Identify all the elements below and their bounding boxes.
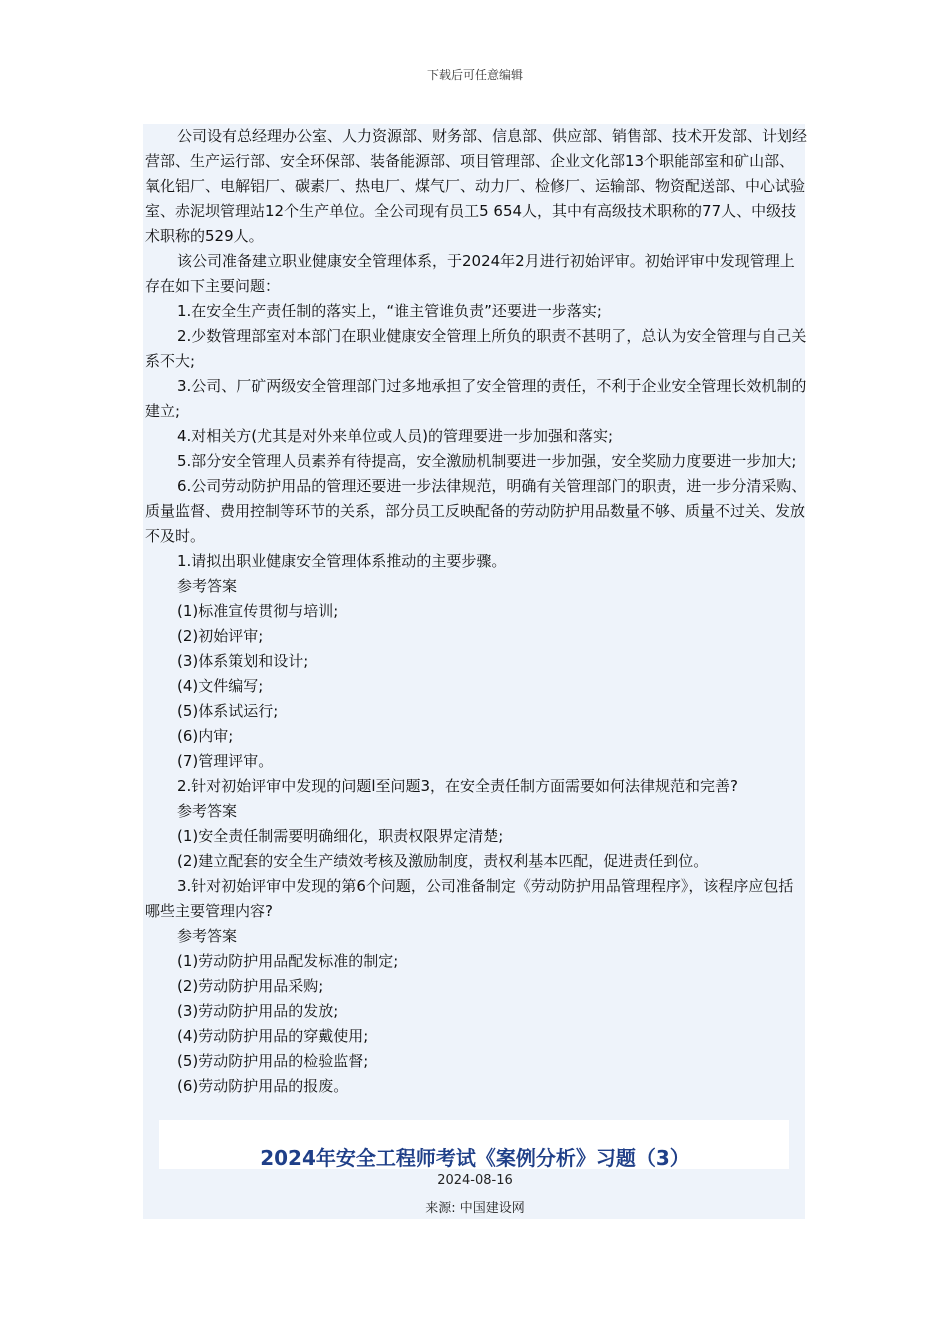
- answer-item: (2)初始评审;: [177, 627, 264, 645]
- answer-item: (1)标准宣传贯彻与培训;: [177, 602, 339, 620]
- paragraph: 4.对相关方(尤其是对外来单位或人员)的管理要进一步加强和落实;: [177, 427, 614, 445]
- paragraph: 1.在安全生产责任制的落实上，“谁主管谁负责”还要进一步落实;: [177, 302, 602, 320]
- answer-item: (6)劳动防护用品的报废。: [177, 1077, 349, 1095]
- answer-heading: 参考答案: [177, 927, 238, 945]
- article-title: 2024年安全工程师考试《案例分析》习题（3）: [260, 1146, 690, 1170]
- answer-item: (5)劳动防护用品的检验监督;: [177, 1052, 369, 1070]
- answer-item: (2)劳动防护用品采购;: [177, 977, 324, 995]
- paragraph: 公司设有总经理办公室、人力资源部、财务部、信息部、供应部、销售部、技术开发部、计划经营部、生产运行部、安全环保部、装备能源部、项目管理部、企业文化部13个职能部室和矿山部、氧化铝厂、电解铝厂、碳素厂、热电厂、煤气厂、动力厂、检修厂、运输部、物资配送部、中心试验室、赤泥坝管理站12个生产单位。全公司现有员工5 654人，其中有高级技术职称的77人、中级技术职称的529人。: [145, 127, 808, 245]
- answer-item: (1)安全责任制需要明确细化，职责权限界定清楚;: [177, 827, 504, 845]
- answer-item: (3)体系策划和设计;: [177, 652, 309, 670]
- paragraph: 5.部分安全管理人员素养有待提高，安全激励机制要进一步加强，安全奖励力度要进一步加大;: [177, 452, 797, 470]
- page-header-note: 下载后可任意编辑: [426, 68, 523, 82]
- answer-item: (7)管理评审。: [177, 752, 274, 770]
- answer-item: (3)劳动防护用品的发放;: [177, 1002, 339, 1020]
- answer-item: (2)建立配套的安全生产绩效考核及激励制度，责权利基本匹配，促进责任到位。: [177, 852, 709, 870]
- question: 3.针对初始评审中发现的第6个问题，公司准备制定《劳动防护用品管理程序》，该程序应包括哪些主要管理内容?: [145, 877, 794, 920]
- article-date: 2024-08-16: [437, 1173, 513, 1188]
- paragraph: 2.少数管理部室对本部门在职业健康安全管理上所负的职责不甚明了，总认为安全管理与自己关系不大;: [145, 327, 807, 370]
- article-body: [145, 124, 807, 1099]
- answer-item: (5)体系试运行;: [177, 702, 279, 720]
- answer-item: (6)内审;: [177, 727, 234, 745]
- paragraph: 6.公司劳动防护用品的管理还要进一步法律规范，明确有关管理部门的职责，进一步分清采购、质量监督、费用控制等环节的关系，部分员工反映配备的劳动防护用品数量不够、质量不过关、发放不及时。: [145, 477, 807, 545]
- answer-item: (1)劳动防护用品配发标准的制定;: [177, 952, 399, 970]
- question: 2.针对初始评审中发现的问题l至问题3，在安全责任制方面需要如何法律规范和完善?: [177, 777, 738, 795]
- answer-heading: 参考答案: [177, 802, 238, 820]
- answer-heading: 参考答案: [177, 577, 238, 595]
- answer-item: (4)文件编写;: [177, 677, 264, 695]
- article-source: 来源: 中国建设网: [425, 1201, 525, 1216]
- paragraph: 该公司准备建立职业健康安全管理体系，于2024年2月进行初始评审。初始评审中发现管理上存在如下主要问题：: [145, 252, 795, 295]
- answer-item: (4)劳动防护用品的穿戴使用;: [177, 1027, 369, 1045]
- paragraph: 3.公司、厂矿两级安全管理部门过多地承担了安全管理的责任，不利于企业安全管理长效机制的建立;: [145, 377, 807, 420]
- question: 1.请拟出职业健康安全管理体系推动的主要步骤。: [177, 552, 507, 570]
